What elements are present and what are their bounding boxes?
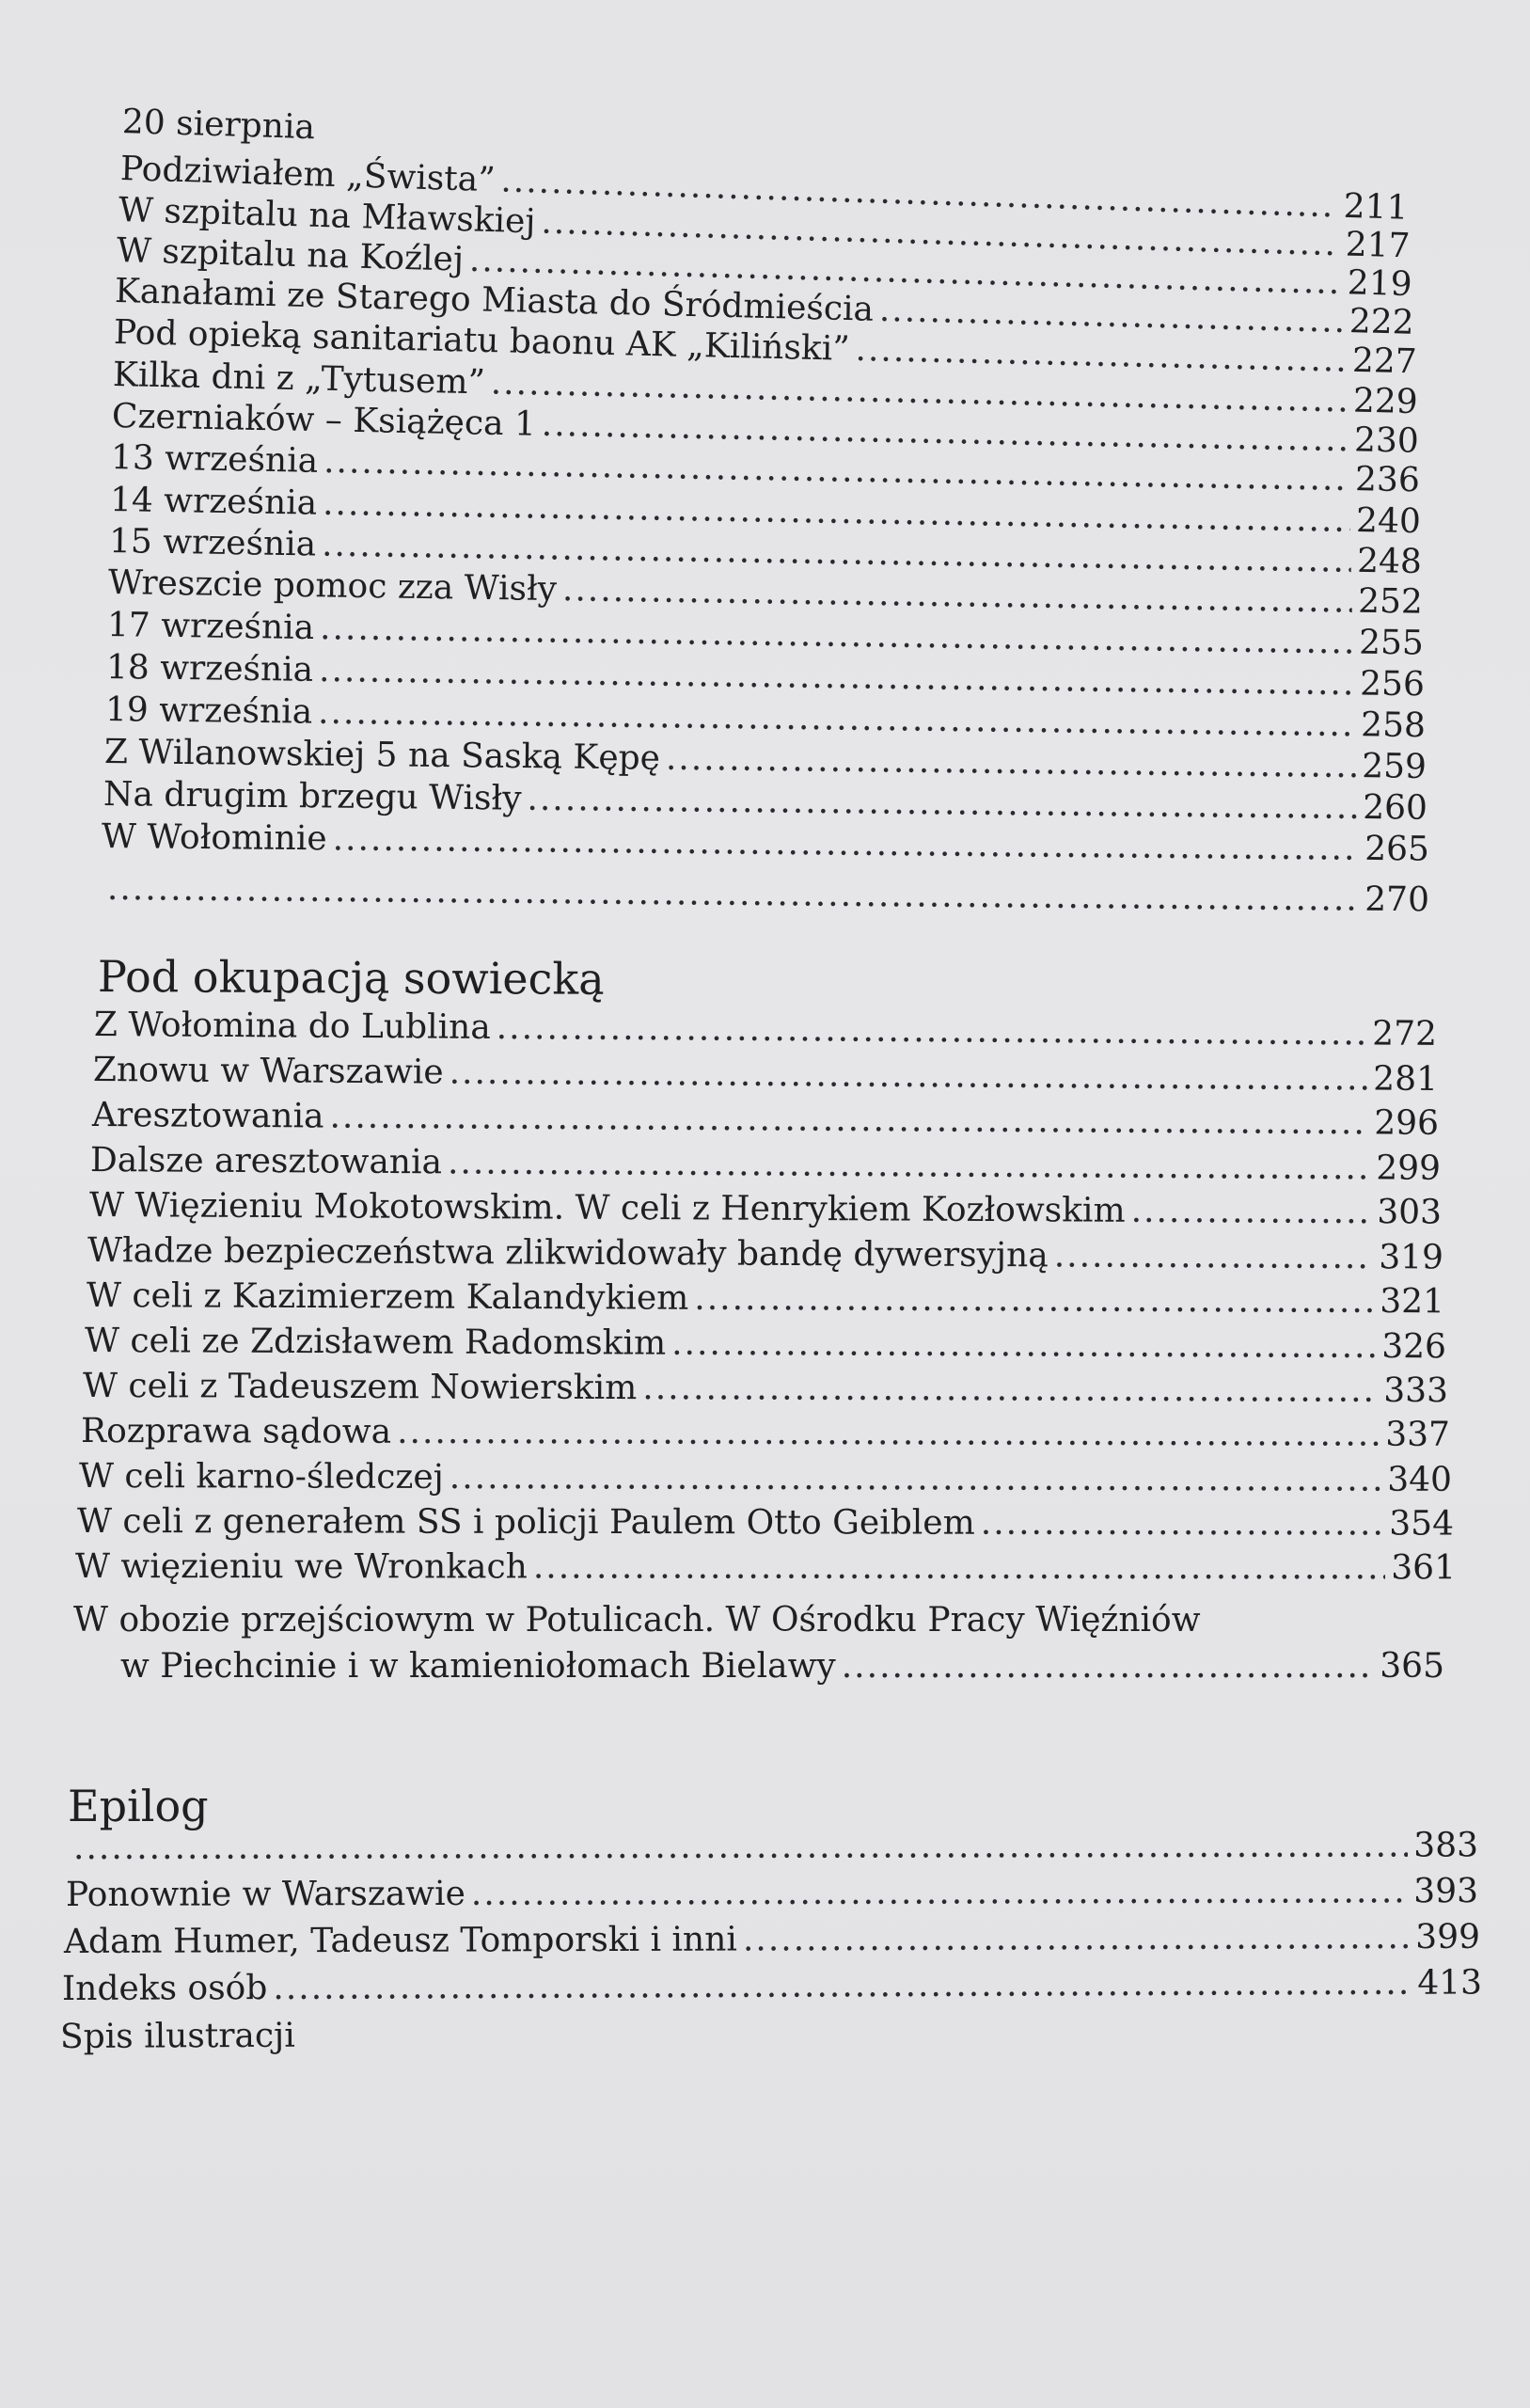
entry-title: W szpitalu na Mławskiej [118,191,537,242]
dot-leader [448,1144,1370,1187]
section-heading-pod-okupacja-sowiecka: Pod okupacją sowiecką [97,951,605,1005]
dot-leader [842,1648,1375,1686]
page-number: 256 [1359,664,1426,705]
entry-title: Wreszcie pomoc zza Wisły [107,563,558,610]
dot-leader [329,1099,1368,1143]
sowiecka-entry [81,1413,1450,1454]
page-number: 333 [1383,1370,1449,1411]
page-number: 383 [1413,1826,1479,1865]
page-number: 219 [1347,263,1413,305]
dot-leader [1131,1193,1372,1231]
section-heading-epilog: Epilog [68,1781,209,1831]
page-number: 337 [1385,1415,1451,1454]
toc-entry [102,870,1429,919]
entry-title: Adam Humer, Tadeusz Tomporski i inni [63,1920,737,1961]
dot-leader [1054,1237,1374,1276]
entry-title: 18 września [105,648,314,689]
epilog-entry [66,1873,1478,1914]
entry-title: 17 września [106,606,315,648]
dot-leader [497,1009,1367,1053]
page-number: 258 [1360,705,1427,746]
dot-leader [450,1459,1382,1499]
sowiecka-entry [89,1187,1442,1232]
dot-leader [562,571,1353,620]
entry-title: Indeks osób [61,1969,268,2008]
page-number: 393 [1413,1872,1479,1911]
page-number: 236 [1354,460,1421,500]
entry-title: 20 sierpnia [121,103,316,148]
entry-title: 15 września [108,522,317,564]
sowiecka-entry [75,1548,1456,1587]
page-number: 270 [1364,879,1430,920]
entry-title: Podziwiałem „Śwista” [119,150,497,200]
entry-title: Pod opieką sanitariatu baonu AK „Kiliński” [113,313,851,369]
page-number: 259 [1361,747,1427,786]
page-number: 240 [1355,500,1422,542]
dot-leader [694,1280,1374,1321]
sowiecka-entry [73,1648,1444,1686]
entry-title: W Więzieniu Mokotowskim. W celi z Henrykiem Kozłowskim [88,1186,1126,1230]
dot-leader [397,1414,1380,1454]
page-number: 365 [1380,1647,1444,1686]
entry-title: Ponownie w Warszawie [65,1874,465,1914]
toc-entry [102,818,1429,869]
entry-title: Kanałami ze Starego Miasta do Śródmieścia [114,272,875,329]
dot-leader [642,1370,1378,1410]
page-number: 326 [1381,1327,1447,1367]
dot-leader [273,1965,1412,2007]
page-number: 340 [1387,1460,1453,1499]
dot-leader [743,1919,1411,1958]
dot-leader [671,1325,1376,1366]
entry-title: Władze bezpieczeństwa zlikwidowały bandę dywersyjną [87,1231,1049,1275]
sowiecka-entry [79,1458,1452,1499]
page-number: 303 [1377,1193,1443,1232]
epilog-entry [68,1827,1478,1867]
sowiecka-entry [73,1602,1296,1640]
epilog-entry [64,1919,1480,1961]
page-number: 265 [1364,829,1430,869]
dot-leader [471,1873,1408,1913]
entry-title: W szpitalu na Koźlej [116,231,465,279]
sowiecka-entry [93,1052,1438,1099]
dot-leader [450,1054,1368,1099]
entry-title: W celi karno-śledczej [78,1457,444,1497]
entry-title: Czerniaków – Książęca 1 [111,397,537,444]
entry-title: W Wołominie [101,817,327,859]
entry-title: W celi z Kazimierzem Kalandykiem [86,1276,689,1318]
page-number: 413 [1417,1963,1483,2003]
page-number: 211 [1343,186,1410,228]
page-number: 399 [1415,1917,1481,1956]
entry-title: Na drugim brzegu Wisły [103,775,522,818]
entry-title: 14 września [109,481,318,523]
page-number: 260 [1362,788,1428,828]
entry-title: Dalsze aresztowania [89,1141,443,1182]
page-number: 229 [1352,381,1419,422]
page-number: 222 [1349,302,1415,342]
page-number: 354 [1389,1504,1455,1544]
sowiecka-entry [94,1006,1437,1054]
entry-title: Z Wołomina do Lublina [93,1006,491,1047]
dot-leader [533,1548,1385,1587]
page-number: 319 [1379,1238,1444,1277]
dot-leader [332,820,1359,867]
sowiecka-entry [77,1503,1454,1544]
entry-title: Spis ilustracji [59,2016,295,2056]
sowiecka-entry [85,1323,1446,1366]
entry-title: W obozie przejściowym w Potulicach. W Ośrodku Pracy Więźniów [73,1601,1201,1640]
sowiecka-entry [83,1368,1448,1410]
entry-title: W celi z Tadeuszem Nowierskim [82,1367,638,1408]
entry-title: W celi z generałem SS i policji Paulem Otto Geiblem [76,1502,975,1543]
epilog-entry [60,2012,1283,2056]
entry-title: Rozprawa sądowa [80,1412,392,1451]
entry-title: Kilka dni z „Tytusem” [112,356,486,403]
dot-leader [527,781,1357,827]
dot-leader [73,1828,1408,1867]
sowiecka-entry [87,1232,1443,1277]
page-number: 230 [1353,420,1420,461]
entry-title: W więzieniu we Wronkach [74,1547,528,1587]
page-number: 217 [1345,225,1412,266]
entry-title: W celi ze Zdzisławem Radomskim [84,1322,667,1363]
page-number: 321 [1380,1282,1445,1322]
page-number: 227 [1351,341,1418,382]
entry-title: Z Wilanowskiej 5 na Saską Kępę [103,733,661,778]
dot-leader [981,1505,1384,1544]
page-number: 252 [1357,581,1424,622]
page-number: 255 [1358,623,1425,663]
page-number: 361 [1391,1548,1457,1588]
sowiecka-entry [90,1142,1441,1188]
sowiecka-entry [87,1277,1444,1321]
page-number: 296 [1374,1103,1440,1143]
page-number: 272 [1372,1014,1438,1054]
entry-title: Znowu w Warszawie [92,1051,444,1092]
entry-title: Aresztowania [91,1096,324,1136]
sowiecka-entry [92,1097,1439,1143]
page-number: 248 [1356,541,1423,581]
epilog-entry [62,1964,1482,2008]
page-number: 281 [1373,1059,1439,1099]
dot-leader [107,870,1360,919]
dot-leader [666,740,1357,785]
entry-title: w Piechcinie i w kamieniołomach Bielawy [120,1647,836,1686]
page-number: 299 [1376,1149,1442,1188]
entry-title: 19 września [104,690,313,732]
entry-title: 13 września [110,438,319,481]
